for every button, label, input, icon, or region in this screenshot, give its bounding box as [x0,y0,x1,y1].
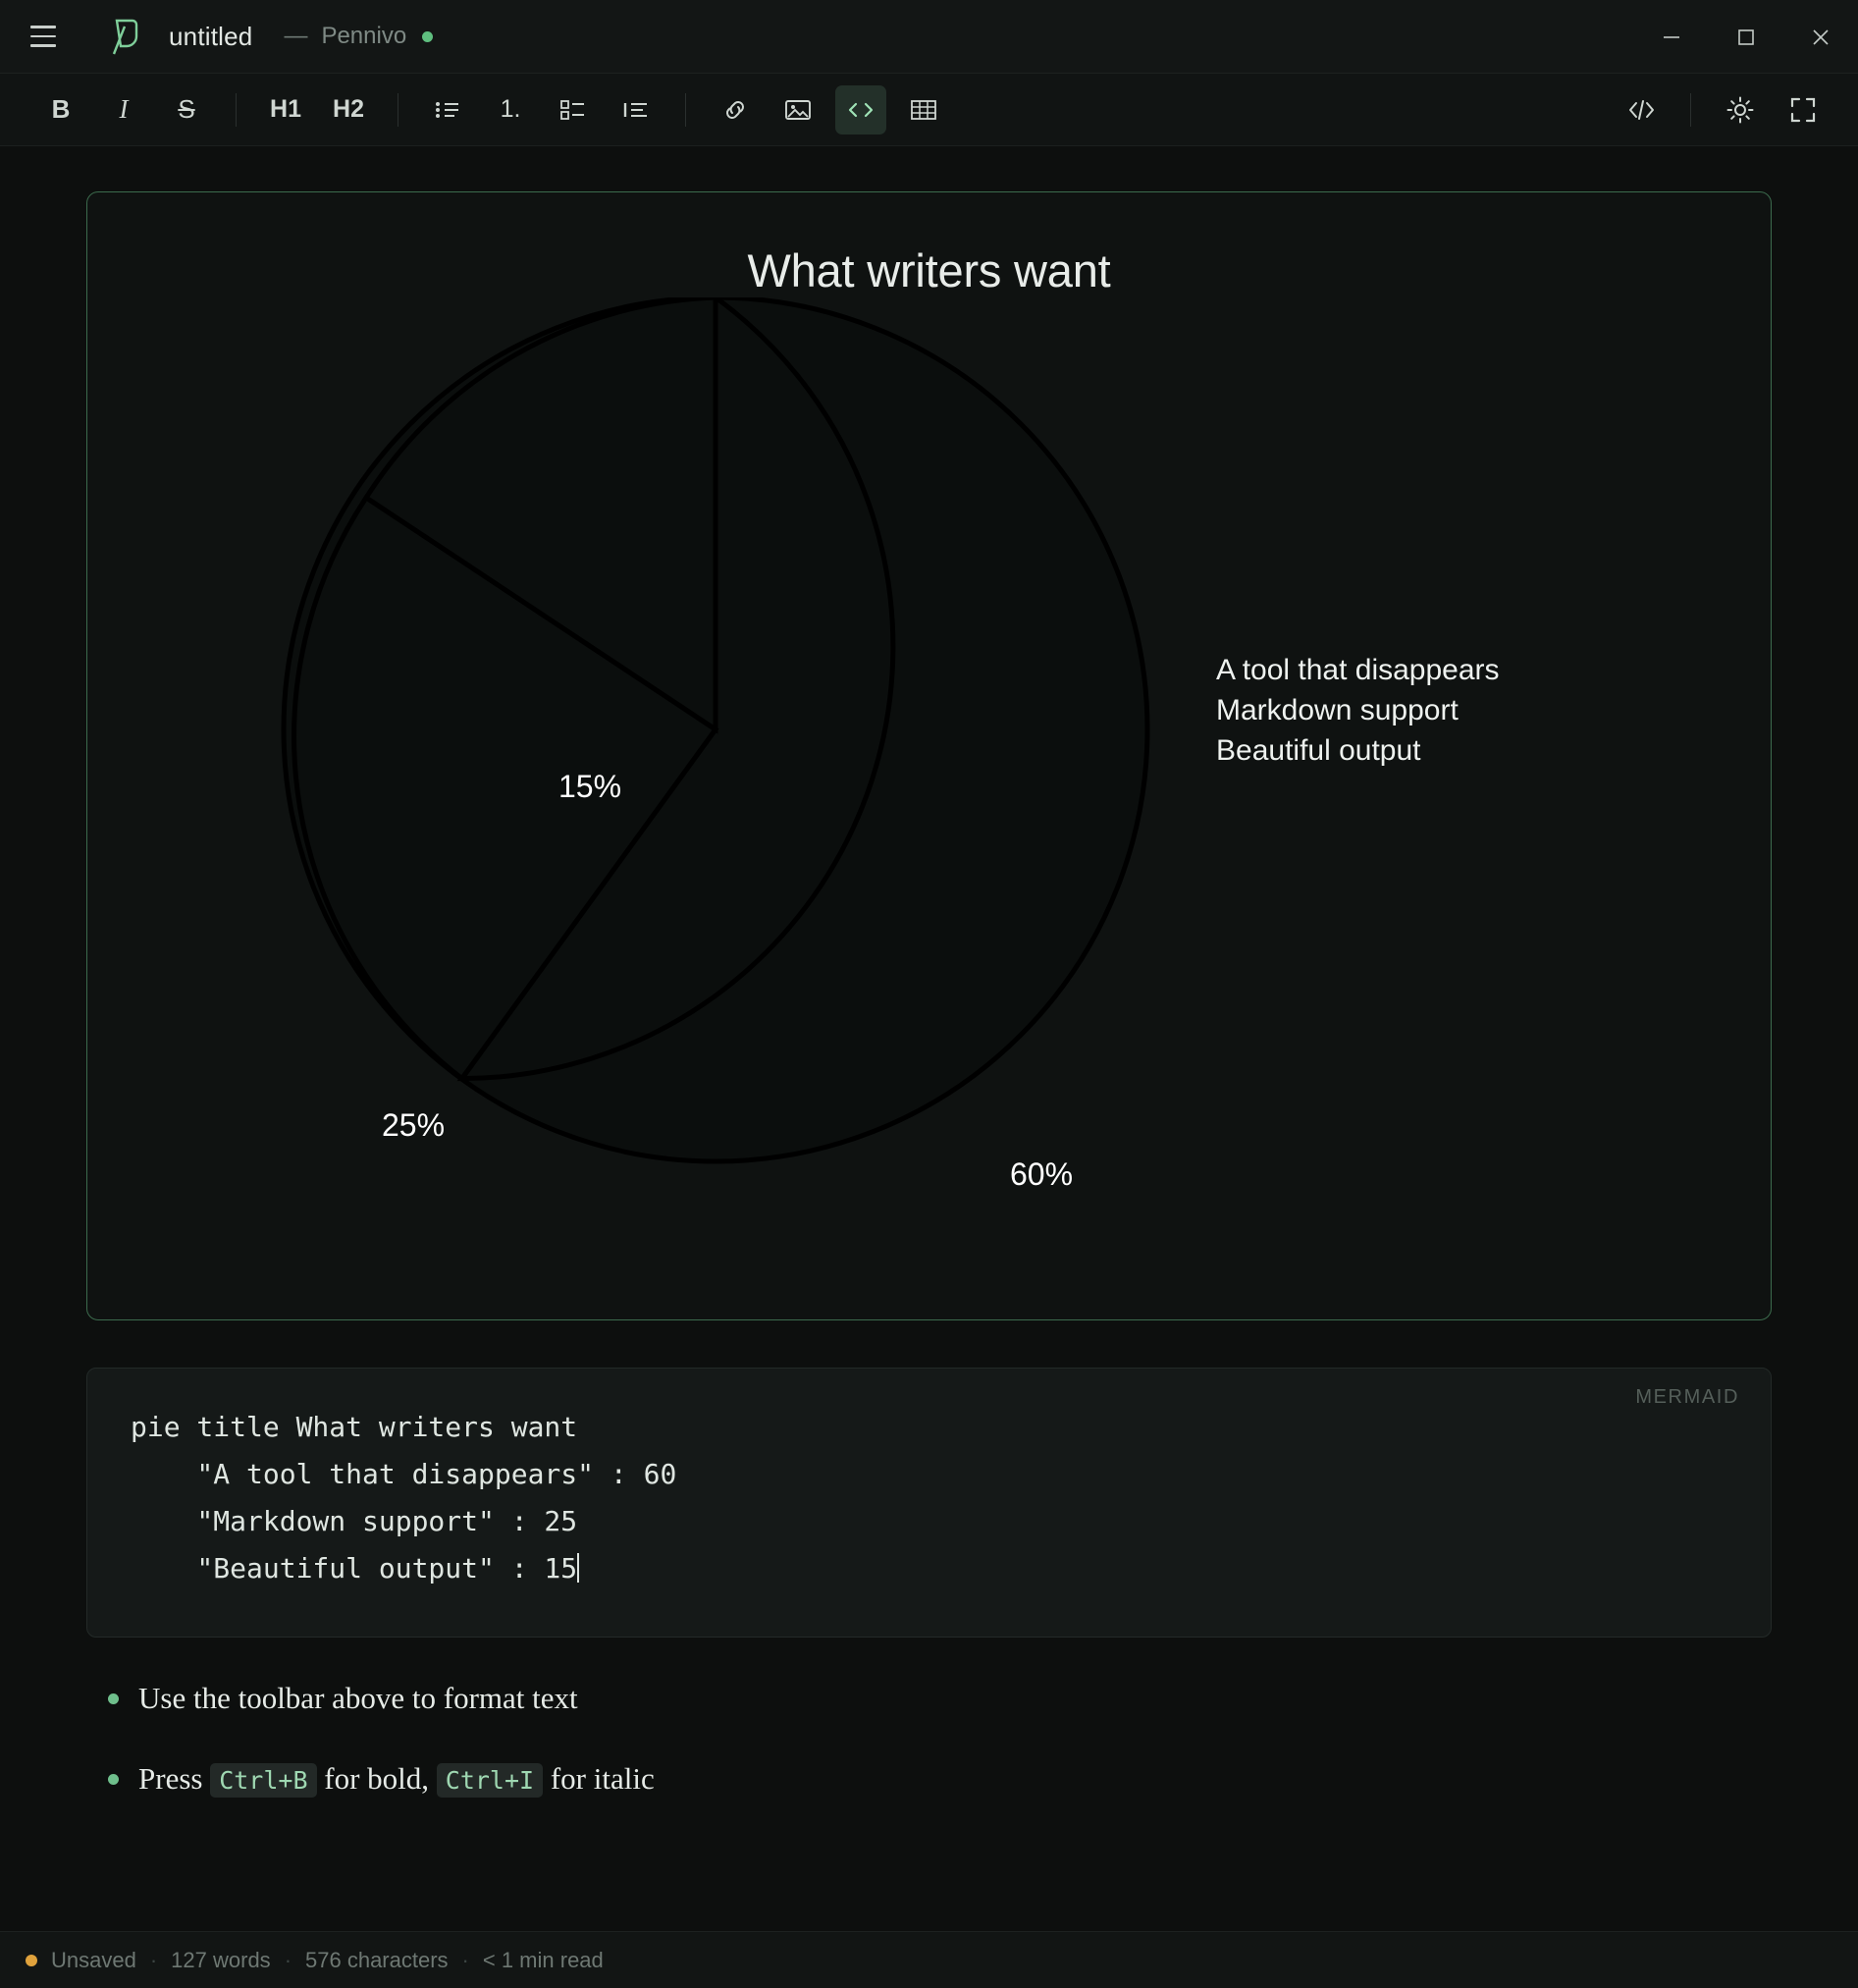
modified-indicator-dot [422,31,433,42]
italic-button[interactable]: I [119,94,129,124]
close-button[interactable] [1783,0,1858,74]
hamburger-menu-icon[interactable] [22,15,65,58]
text-caret [577,1553,579,1583]
app-name: Pennivo [321,23,407,49]
slice-label-60: 60% [1010,1156,1074,1192]
legend-item-2: Beautiful output [1216,733,1421,767]
task-list-icon[interactable] [548,85,599,134]
list-item [108,1761,1772,1797]
blockquote-icon[interactable] [610,85,662,134]
toolbar-divider [236,93,237,127]
word-count: 127 words [171,1947,271,1972]
toolbar-divider [685,93,686,127]
list-item-suffix: for italic [543,1760,655,1796]
slice-label-15: 15% [558,769,622,804]
list-item-mid: for bold, [316,1760,437,1796]
numbered-list-button[interactable]: 1. [500,95,521,123]
kbd-ctrl-i: Ctrl+I [437,1763,543,1798]
bullet-list-icon[interactable] [422,85,473,134]
save-state-label: Unsaved [51,1947,136,1972]
status-separator: · [284,1947,292,1972]
character-count: 576 characters [305,1947,449,1972]
window-controls [1634,0,1858,74]
title-bar [0,0,1858,74]
unsaved-status-dot-icon [26,1955,37,1966]
bold-button[interactable]: B [51,94,71,124]
list-item-prefix: Press [138,1760,211,1796]
bullet-dot-icon [108,1774,119,1785]
toolbar-divider [1690,93,1691,127]
chart-title: What writers want [747,244,1111,296]
minimize-button[interactable] [1634,0,1709,74]
code-language-badge: MERMAID [1635,1386,1739,1408]
status-separator: · [149,1947,158,1972]
maximize-button[interactable] [1709,0,1783,74]
mermaid-preview-card [86,191,1772,1320]
source-view-icon[interactable] [1616,85,1667,134]
formatting-toolbar [0,74,1858,146]
pennivo-logo-icon [102,14,147,59]
heading2-button[interactable]: H2 [333,95,364,123]
editor-body[interactable] [0,146,1858,1931]
link-icon[interactable] [710,85,761,134]
pie-chart [87,297,1771,1192]
legend-item-0: A tool that disappears [1216,654,1500,686]
list-item [108,1681,1772,1716]
code-line-1: "A tool that disappears" : 60 [131,1458,677,1491]
document-title[interactable]: untitled [169,21,253,51]
bullet-dot-icon [108,1693,119,1704]
status-bar [0,1931,1858,1988]
sun-icon[interactable] [1715,85,1766,134]
chart-legend [1216,651,1500,771]
code-line-3-text: "Beautiful output" : 15 [131,1552,578,1585]
table-icon[interactable] [898,85,949,134]
slice-label-25: 25% [382,1107,446,1143]
title-separator: — [284,23,308,49]
kbd-ctrl-b: Ctrl+B [210,1763,316,1798]
legend-item-1: Markdown support [1216,693,1459,726]
list-item-text: Use the toolbar above to format text [138,1680,578,1715]
heading1-button[interactable]: H1 [270,95,301,123]
list-item-text [138,1761,655,1797]
read-time: < 1 min read [482,1947,604,1972]
fullscreen-icon[interactable] [1778,85,1829,134]
code-block-icon[interactable] [835,85,886,134]
toolbar-right-group [1610,74,1834,146]
strikethrough-button[interactable]: S [178,94,195,124]
status-separator: · [461,1947,469,1972]
mermaid-code-block[interactable] [86,1368,1772,1638]
code-line-0: pie title What writers want [131,1411,578,1443]
code-line-3 [131,1545,1727,1592]
code-line-2: "Markdown support" : 25 [131,1505,578,1538]
bullet-list [108,1681,1772,1797]
image-icon[interactable] [772,85,823,134]
